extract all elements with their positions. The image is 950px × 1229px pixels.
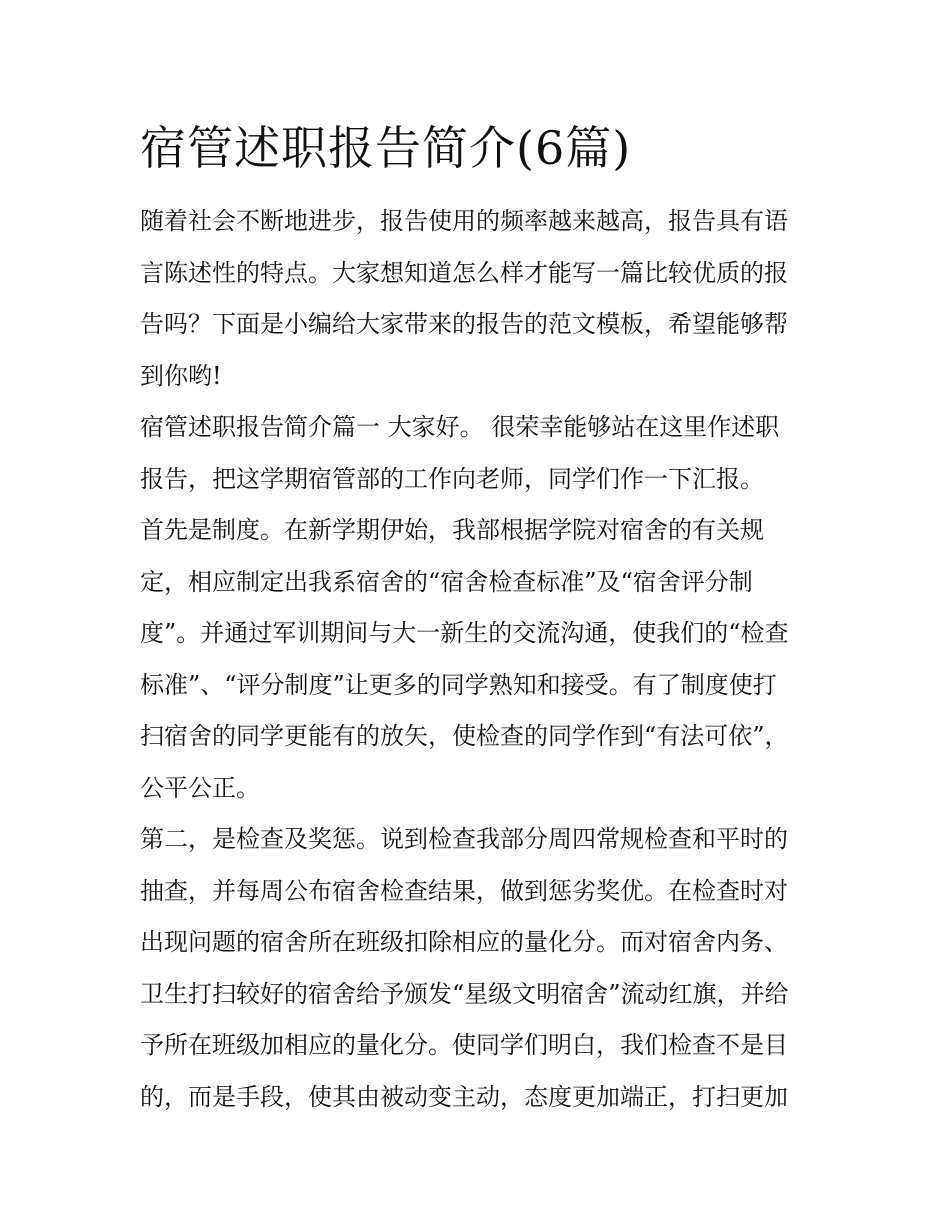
body-line: 报告，把这学期宿管部的工作向老师，同学们作一下汇报。 <box>140 464 764 493</box>
body-line: 抽查，并每周公布宿舍检查结果，做到惩劣奖优。在检查时对 <box>140 876 788 905</box>
body-line: 予所在班级加相应的量化分。使同学们明白，我们检查不是目 <box>140 1031 788 1059</box>
body-line: 随着社会不断地进步，报告使用的频率越来越高，报告具有语 <box>140 207 788 235</box>
body-line: 宿管述职报告简介篇一 大家好。 很荣幸能够站在这里作述职 <box>140 413 780 441</box>
body-line: 扫宿舍的同学更能有的放矢，使检查的同学作到“有法可依”， <box>140 722 789 750</box>
body-line: 卫生打扫较好的宿舍给予颁发“星级文明宿舍”流动红旗，并给 <box>140 979 789 1008</box>
body-line: 标准”、“评分制度”让更多的同学熟知和接受。有了制度使打 <box>140 670 777 699</box>
document-title: 宿管述职报告简介(6篇) <box>140 121 632 175</box>
body-line: 出现问题的宿舍所在班级扣除相应的量化分。而对宿舍内务、 <box>140 928 788 956</box>
document-body <box>140 196 816 1123</box>
body-line: 的，而是手段，使其由被动变主动，态度更加端正，打扫更加 <box>140 1082 788 1111</box>
body-line: 第二，是检查及奖惩。说到检查我部分周四常规检查和平时的 <box>140 825 788 853</box>
body-line: 首先是制度。在新学期伊始，我部根据学院对宿舍的有关规 <box>140 516 764 544</box>
body-line: 度”。并通过军训期间与大一新生的交流沟通，使我们的“检查 <box>140 619 789 647</box>
body-line: 定，相应制定出我系宿舍的“宿舍检查标准”及“宿舍评分制 <box>140 567 753 596</box>
body-line: 言陈述性的特点。大家想知道怎么样才能写一篇比较优质的报 <box>140 258 788 287</box>
body-line: 到你哟! <box>140 361 222 390</box>
body-line: 公平公正。 <box>140 773 260 802</box>
body-line: 告吗？下面是小编给大家带来的报告的范文模板，希望能够帮 <box>140 310 788 338</box>
